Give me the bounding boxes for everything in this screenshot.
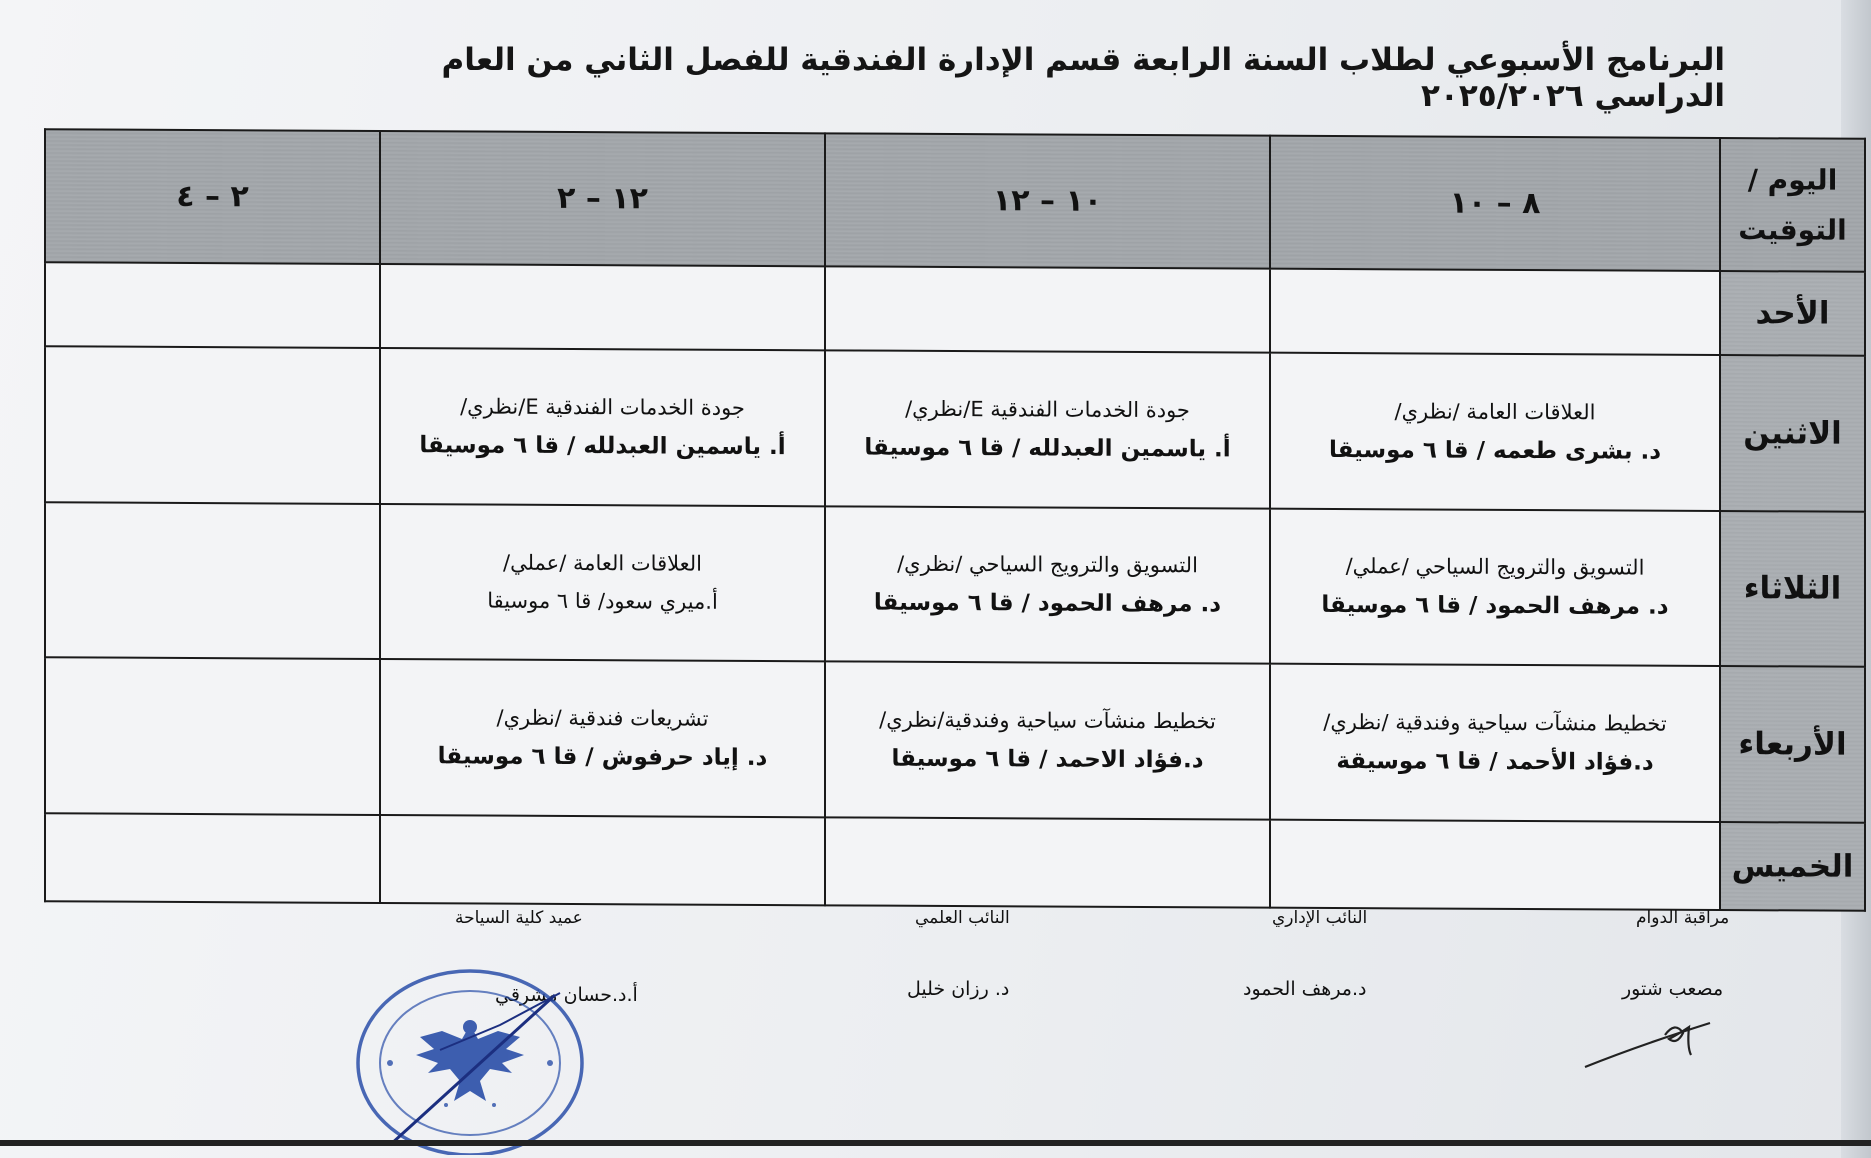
schedule-table	[44, 128, 1866, 912]
day-row-sunday	[45, 262, 1865, 355]
page-bottom-rule	[0, 1140, 1871, 1146]
teacher-room: أ.ميري سعود/ قا ٦ موسيقا	[487, 589, 718, 615]
schedule-cell	[825, 817, 1270, 907]
schedule-cell	[45, 502, 380, 659]
teacher-room: د. مرهف الحمود / قا ٦ موسيقا	[873, 590, 1222, 618]
day-label: الثلاثاء	[1720, 511, 1865, 667]
day-time-header: اليوم /التوقيت	[1720, 138, 1865, 272]
course-name: التسويق والترويج السياحي /عملي/	[1345, 554, 1645, 581]
eagle-icon	[416, 1020, 524, 1101]
day-label: الأحد	[1720, 271, 1865, 356]
schedule-cell	[825, 350, 1270, 508]
schedule-cell	[825, 506, 1270, 664]
scientific-deputy-title: النائب العلمي	[915, 908, 1010, 928]
schedule-cell	[380, 348, 825, 506]
scientific-deputy-name: د. رزان خليل	[907, 978, 1010, 1000]
dean-title: عميد كلية السياحة	[455, 908, 583, 928]
dean-name: أ.د.حسان مشرقي	[495, 984, 638, 1006]
schedule-cell	[1270, 508, 1720, 666]
day-row-wednesday	[45, 658, 1865, 823]
teacher-room: أ. ياسمين العبدلله / قا ٦ موسيقا	[419, 432, 786, 460]
course-name: العلاقات العامة /نظري/	[1394, 399, 1596, 425]
slot-header: ١٢ – ٢	[380, 131, 825, 266]
schedule-cell	[380, 504, 825, 662]
schedule-cell	[380, 815, 825, 905]
admin-deputy-name: د.مرهف الحمود	[1243, 978, 1367, 1000]
day-row-monday	[45, 346, 1865, 511]
document-title: البرنامج الأسبوعي لطلاب السنة الرابعة قسم الإدارة الفندقية للفصل الثاني من العام الدراسي ٢٠٢٥/٢٠٢٦	[441, 42, 1725, 114]
schedule-cell	[825, 662, 1270, 820]
day-label: الاثنين	[1720, 355, 1865, 511]
header-row	[45, 129, 1865, 272]
teacher-room: أ. ياسمين العبدلله / قا ٦ موسيقا	[864, 434, 1231, 463]
attendance-title: مراقبة الدوام	[1636, 908, 1730, 928]
schedule-cell	[45, 813, 380, 903]
course-name: العلاقات العامة /عملي/	[503, 551, 702, 577]
slot-header: ١٠ – ١٢	[825, 133, 1270, 268]
teacher-room: د.فؤاد الأحمد / قا ٦ موسيقة	[1336, 748, 1654, 776]
slot-header: ٨ – ١٠	[1270, 136, 1720, 271]
course-name: تخطيط منشآت سياحية وفندقية /نظري/	[1323, 710, 1667, 736]
day-row-tuesday	[45, 502, 1865, 667]
course-name: التسويق والترويج السياحي /نظري/	[897, 552, 1198, 578]
course-name: تشريعات فندقية /نظري/	[496, 705, 709, 731]
course-name: تخطيط منشآت سياحية وفندقية/نظري/	[879, 707, 1216, 734]
schedule-cell	[380, 264, 825, 350]
admin-deputy-title: النائب الإداري	[1272, 908, 1368, 928]
day-label: الأربعاء	[1720, 666, 1865, 822]
schedule-cell	[1270, 664, 1720, 822]
day-label: الخميس	[1720, 822, 1865, 911]
course-name: جودة الخدمات الفندقية E/نظري/	[905, 396, 1190, 423]
schedule-cell	[380, 659, 825, 817]
schedule-cell	[45, 262, 380, 348]
schedule-cell	[1270, 269, 1720, 355]
course-name: جودة الخدمات الفندقية E/نظري/	[460, 394, 745, 420]
slot-header: ٢ – ٤	[45, 129, 380, 264]
official-stamp	[350, 955, 610, 1155]
teacher-room: د.فؤاد الاحمد / قا ٦ موسيقا	[891, 745, 1204, 774]
schedule-cell	[825, 266, 1270, 352]
schedule-cell	[45, 658, 380, 815]
schedule-cell	[1270, 353, 1720, 511]
attendance-name: مصعب شتور	[1622, 978, 1724, 1000]
schedule-cell	[1270, 820, 1720, 910]
teacher-room: د. بشرى طعمه / قا ٦ موسيقا	[1328, 436, 1662, 465]
teacher-room: د. إياد حرفوش / قا ٦ موسيقا	[437, 743, 768, 772]
day-row-thursday	[45, 813, 1865, 911]
handwritten-signature	[1580, 1005, 1720, 1075]
schedule-cell	[45, 346, 380, 503]
teacher-room: د. مرهف الحمود / قا ٦ موسيقا	[1321, 592, 1669, 621]
